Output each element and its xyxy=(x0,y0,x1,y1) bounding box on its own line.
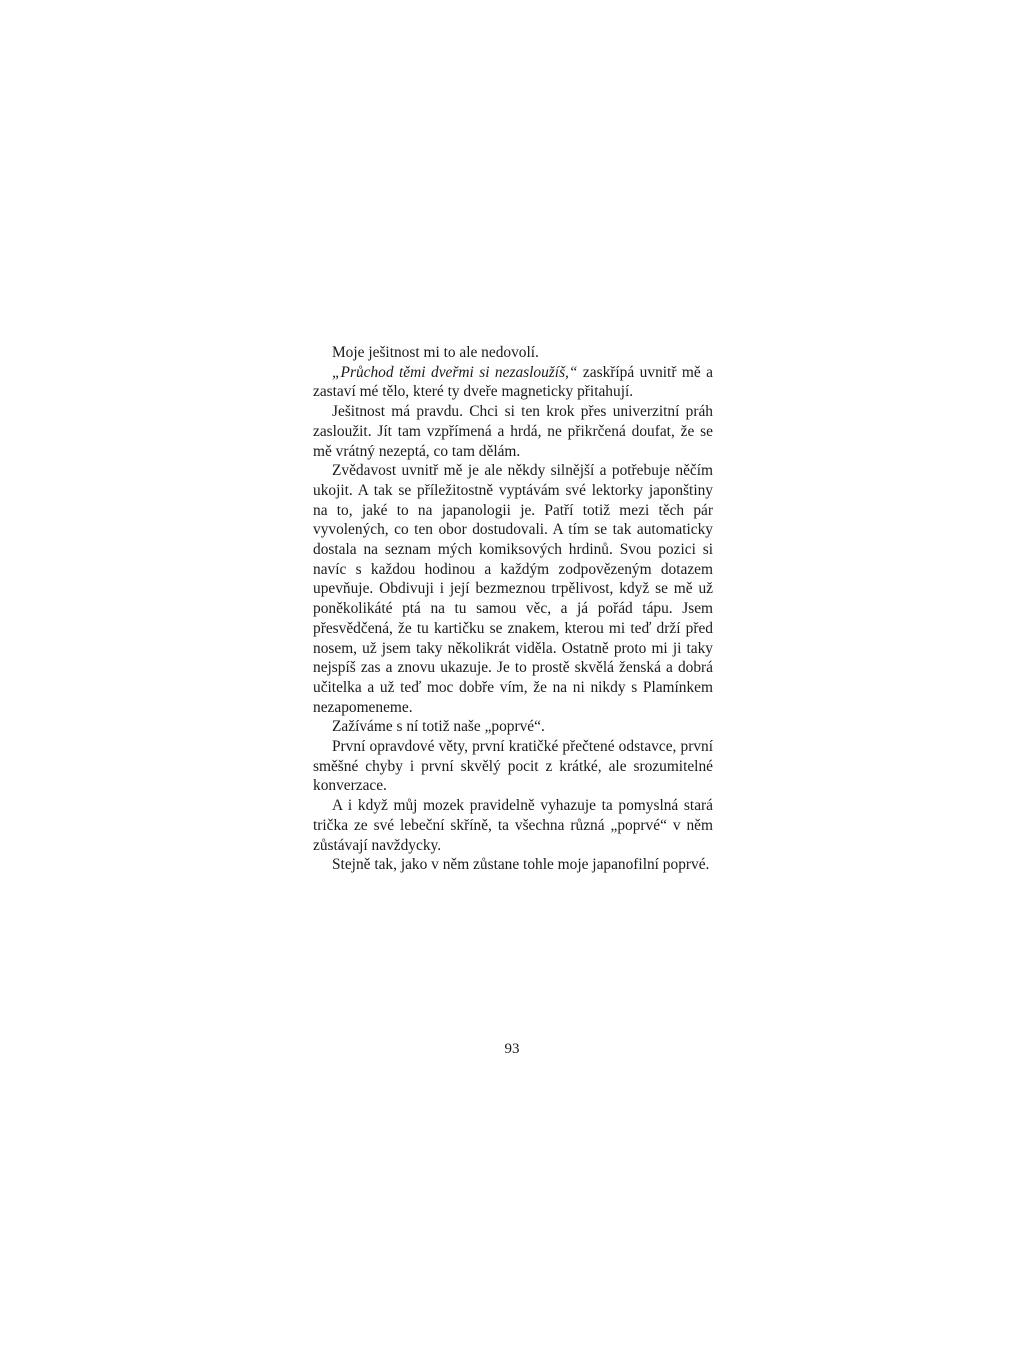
paragraph-4 xyxy=(313,461,713,717)
italic-quote: „Průchod těmi dveřmi si nezasloužíš,“ xyxy=(332,363,578,381)
paragraph-7 xyxy=(313,796,713,855)
paragraph-text: Zvědavost uvnitř mě je ale někdy silnější a potřebuje něčím ukojit. A tak se příležitostně vyptávám své lektorky japonštiny na to, jaké to na japanologii je. Patří totiž mezi těch pár vyvolených, co ten obor dostudovali. A tím se tak automaticky dostala na seznam mých komiksových hrdinů. Svou pozici si navíc s každou hodinou a každým zodpovězeným dotazem upevňuje. Obdivuji i její bezmeznou trpělivost, když se mě už poněkolikáté ptá na tu samou věc, a já pořád tápu. Jsem přesvědčená, že tu kartičku se znakem, kterou mi teď drží před nosem, už jsem taky několikrát viděla. Ostatně proto mi ji taky nejspíš zas a znovu ukazuje. Je to prostě skvělá ženská a dobrá učitelka a už teď moc dobře vím, že na ni nikdy s Plamínkem nezapomeneme. xyxy=(313,462,713,716)
paragraph-text: Zažíváme s ní totiž naše „poprvé“. xyxy=(332,718,545,736)
paragraph-text: Moje ješitnost mi to ale nedovolí. xyxy=(332,344,539,361)
paragraph-3 xyxy=(313,402,713,461)
paragraph-5 xyxy=(313,717,713,737)
paragraph-8 xyxy=(313,855,713,875)
paragraph-1 xyxy=(313,343,713,363)
paragraph-2 xyxy=(313,363,713,402)
body-text xyxy=(313,343,713,875)
paragraph-text: Ješitnost má pravdu. Chci si ten krok přes univerzitní práh zasloužit. Jít tam vzpřímená a hrdá, ne přikrčená doufat, že se mě vrátný nezeptá, co tam dělám. xyxy=(313,403,713,460)
page-number: 93 xyxy=(504,1041,520,1057)
paragraph-text: zaskřípá uvnitř mě a zastaví mé tělo, které ty dveře magneticky přitahují. xyxy=(313,363,714,401)
paragraph-text: A i když můj mozek pravidelně vyhazuje ta pomyslná stará trička ze své lebeční skříně, ta všechna různá „poprvé“ v něm zůstávají navždycky. xyxy=(313,797,713,854)
paragraph-text: První opravdové věty, první kratičké přečtené odstavce, první směšné chyby i první skvělý pocit z krátké, ale srozumitelné konverzace. xyxy=(313,738,713,795)
paragraph-text: Stejně tak, jako v něm zůstane tohle moje japanofilní poprvé. xyxy=(332,856,710,874)
paragraph-6 xyxy=(313,737,713,796)
